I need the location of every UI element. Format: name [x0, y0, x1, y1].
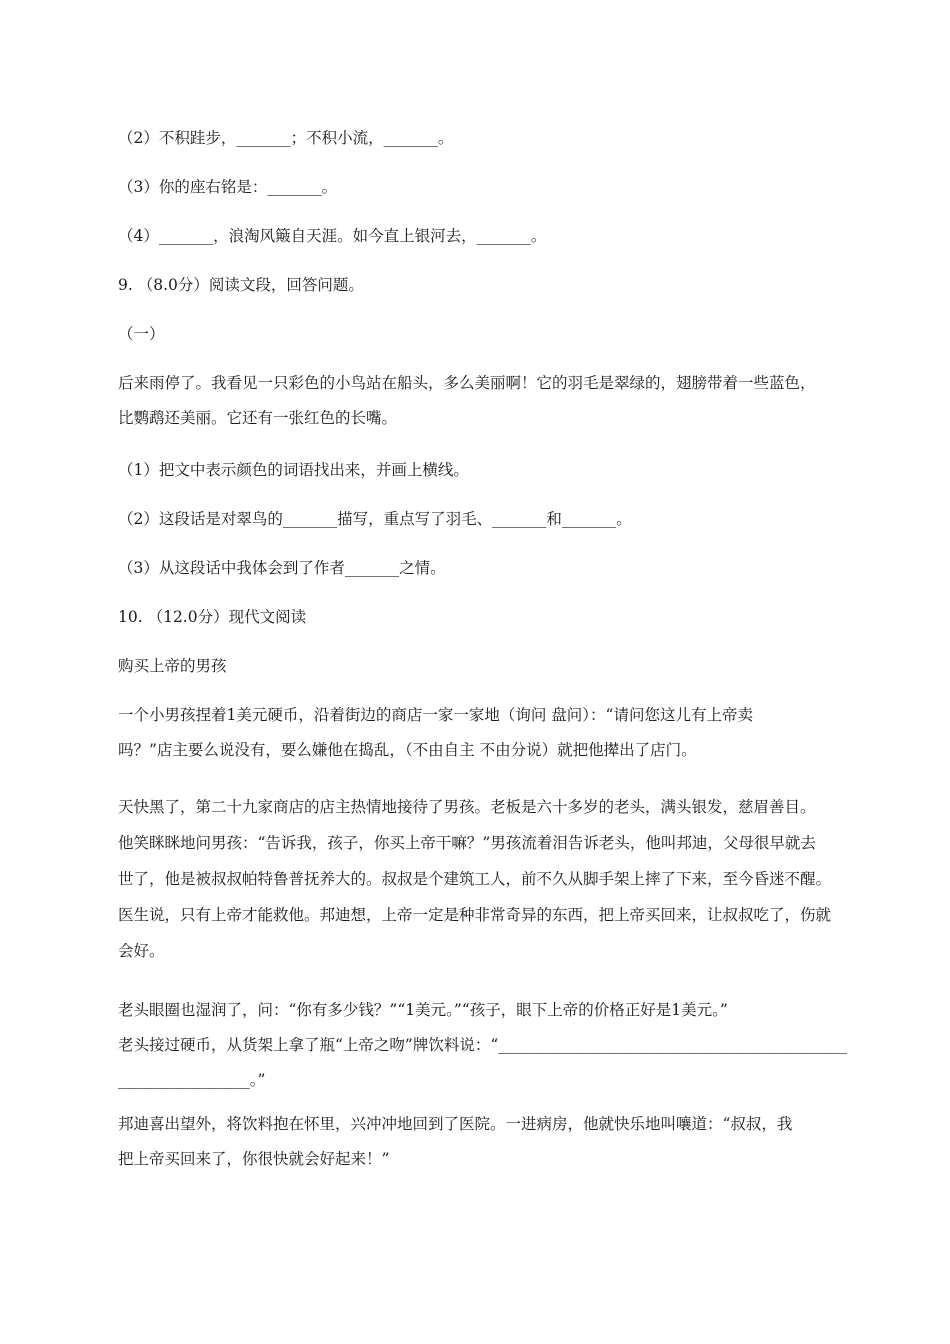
- passage-line: 他笑眯眯地问男孩：“告诉我，孩子，你买上帝干嘛？”男孩流着泪告诉老头，他叫邦迪，父母很早就去: [118, 834, 816, 852]
- question-8-4: （4）_______，浪淘风簸自天涯。如今直上银河去，_______。: [118, 227, 547, 245]
- passage-line: 后来雨停了。我看见一只彩色的小鸟站在船头，多么美丽啊！它的羽毛是翠绿的，翅膀带着一些蓝色，: [118, 374, 816, 392]
- passage-paragraph-3: [118, 993, 888, 1098]
- passage-line: 比鹦鹉还美丽。它还有一张红色的长嘴。: [118, 409, 398, 427]
- question-9-section-label: （一）: [118, 325, 165, 343]
- question-9-3: （3）从这段话中我体会到了作者_______之情。: [118, 559, 446, 577]
- question-9-1: （1）把文中表示颜色的词语找出来，并画上横线。: [118, 461, 469, 479]
- question-8-3: （3）你的座右铭是：_______。: [118, 178, 338, 196]
- passage-line: _________________。”: [118, 1071, 266, 1089]
- question-10-header: 10. （12.0分）现代文阅读: [118, 608, 307, 626]
- passage-line: 天快黑了，第二十九家商店的店主热情地接待了男孩。老板是六十多岁的老头，满头银发，慈眉善目。: [118, 798, 816, 816]
- passage-paragraph-1: [118, 698, 888, 768]
- passage-line: 会好。: [118, 942, 165, 960]
- passage-line: 医生说，只有上帝才能救他。邦迪想，上帝一定是种非常奇异的东西，把上帝买回来，让叔叔吃了，伤就: [118, 906, 832, 924]
- question-8-2: （2）不积跬步，_______；不积小流，_______。: [118, 129, 454, 147]
- passage-line: 邦迪喜出望外，将饮料抱在怀里，兴冲冲地回到了医院。一进病房，他就快乐地叫嚷道：“叔叔，我: [118, 1115, 793, 1133]
- passage-paragraph-2: [118, 789, 888, 969]
- passage-line: 吗？”店主要么说没有，要么嫌他在捣乱，（不由自主 不由分说）就把他撵出了店门。: [118, 741, 697, 759]
- question-9-2: （2）这段话是对翠鸟的_______描写，重点写了羽毛、_______和_______。: [118, 510, 632, 528]
- passage-line: 世了，他是被叔叔帕特鲁普抚养大的。叔叔是个建筑工人，前不久从脚手架上摔了下来，至今昏迷不醒。: [118, 870, 832, 888]
- passage-line: 老头眼圈也湿润了，问：“你有多少钱？”“1美元。”“孩子，眼下上帝的价格正好是1美元。”: [118, 1001, 728, 1019]
- passage-title: 购买上帝的男孩: [118, 657, 227, 675]
- question-9-header: 9. （8.0分）阅读文段，回答问题。: [118, 276, 364, 294]
- question-9-passage: [118, 366, 888, 436]
- passage-line: 把上帝买回来了，你很快就会好起来！”: [118, 1150, 390, 1168]
- passage-line: 老头接过硬币，从货架上拿了瓶“上帝之吻”牌饮料说：“_____________________________________________: [118, 1036, 848, 1054]
- passage-paragraph-4: [118, 1107, 888, 1177]
- passage-line: 一个小男孩捏着1美元硬币，沿着街边的商店一家一家地（询问 盘问）：“请问您这儿有上帝卖: [118, 706, 753, 724]
